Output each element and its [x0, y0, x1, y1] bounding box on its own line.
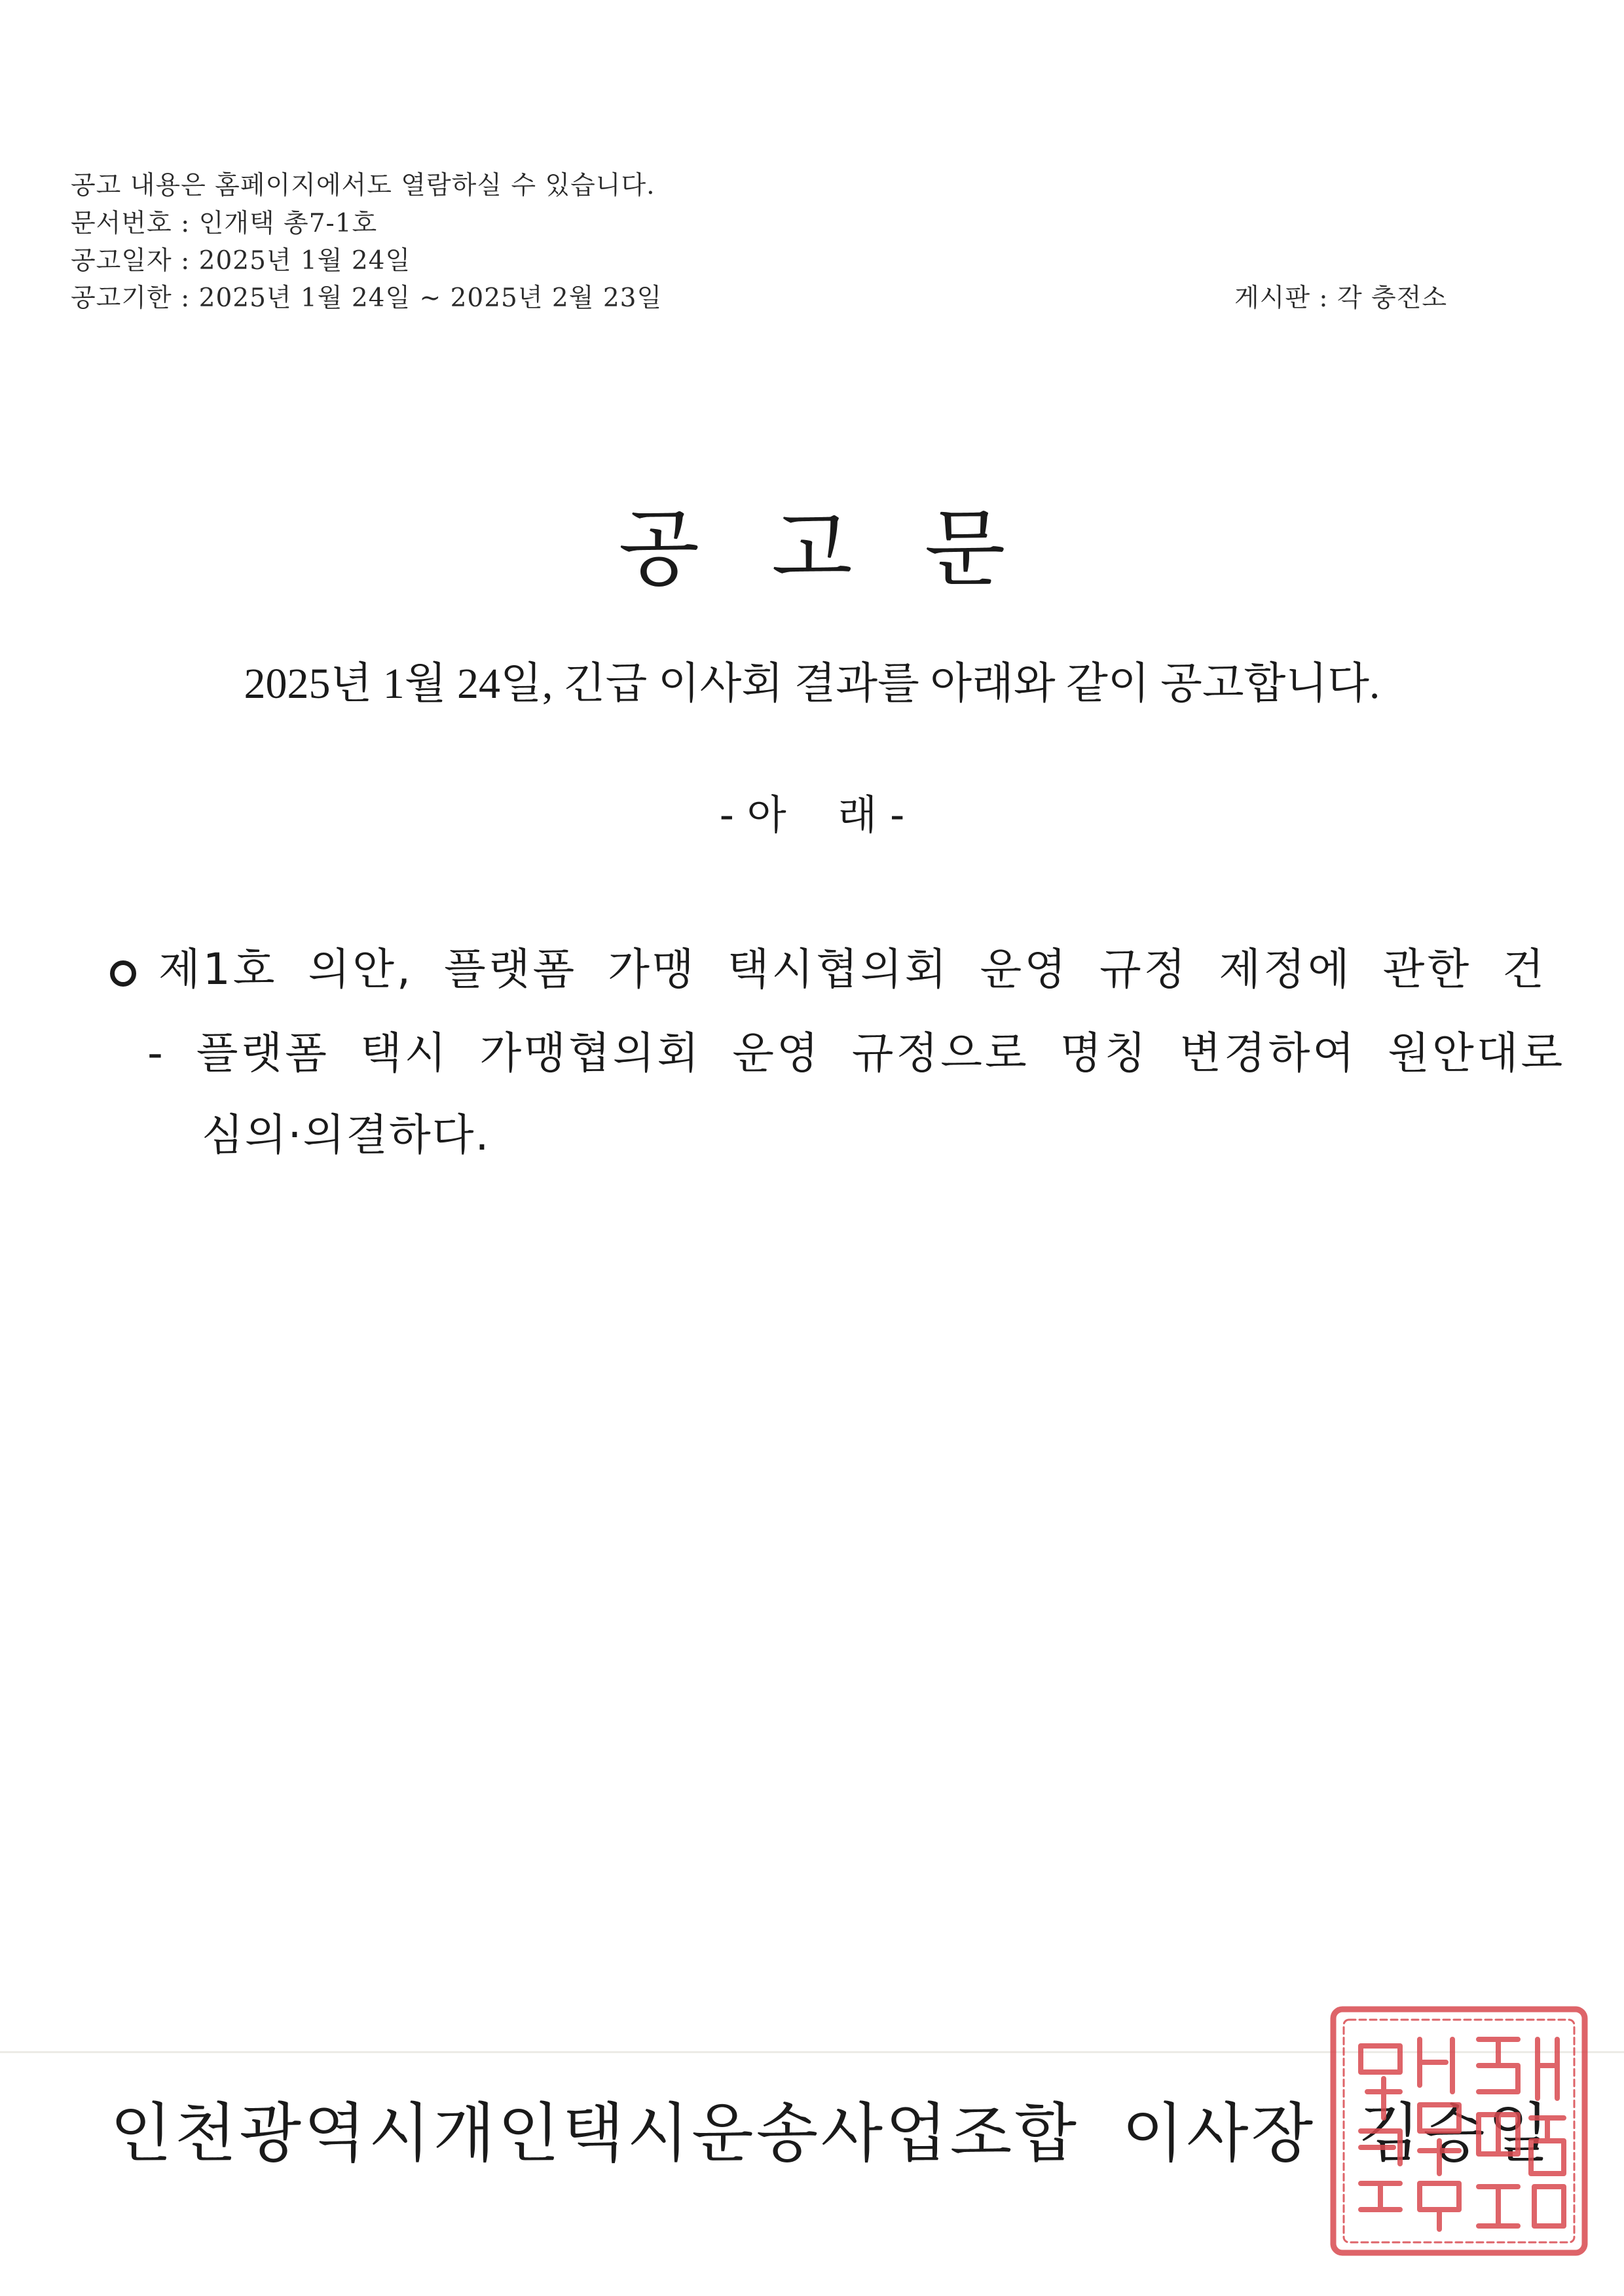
agenda-detail-line-1: - 플랫폼 택시 가맹협의회 운영 규정으로 명칭 변경하여 원안대로 — [147, 1028, 1566, 1078]
agenda-detail-line-2: 심의·의결하다. — [202, 1110, 490, 1160]
notice-period: 공고기한 : 2025년 1월 24일 ~ 2025년 2월 23일 — [71, 283, 663, 313]
agenda-item — [110, 934, 1551, 996]
notice-availability: 공고 내용은 홈페이지에서도 열람하실 수 있습니다. — [71, 171, 655, 200]
below-label: - 아 래 - — [719, 791, 905, 839]
document-number: 문서번호 : 인개택 총7-1호 — [71, 209, 378, 238]
agenda-item-text: 제1호 의안, 플랫폼 가맹 택시협의회 운영 규정 제정에 관한 건 — [158, 944, 1547, 994]
signature-line: 인천광역시개인택시운송사업조합 이사장 김승일 — [110, 2096, 1553, 2171]
posting-board: 게시판 : 각 충전소 — [1234, 283, 1448, 313]
official-seal-icon — [1321, 2000, 1596, 2262]
page-title: 공고문 — [618, 500, 1078, 598]
notice-date: 공고일자 : 2025년 1월 24일 — [71, 246, 411, 276]
circle-bullet-icon — [110, 960, 136, 987]
intro-sentence: 2025년 1월 24일, 긴급 이사회 결과를 아래와 같이 공고합니다. — [244, 660, 1380, 708]
